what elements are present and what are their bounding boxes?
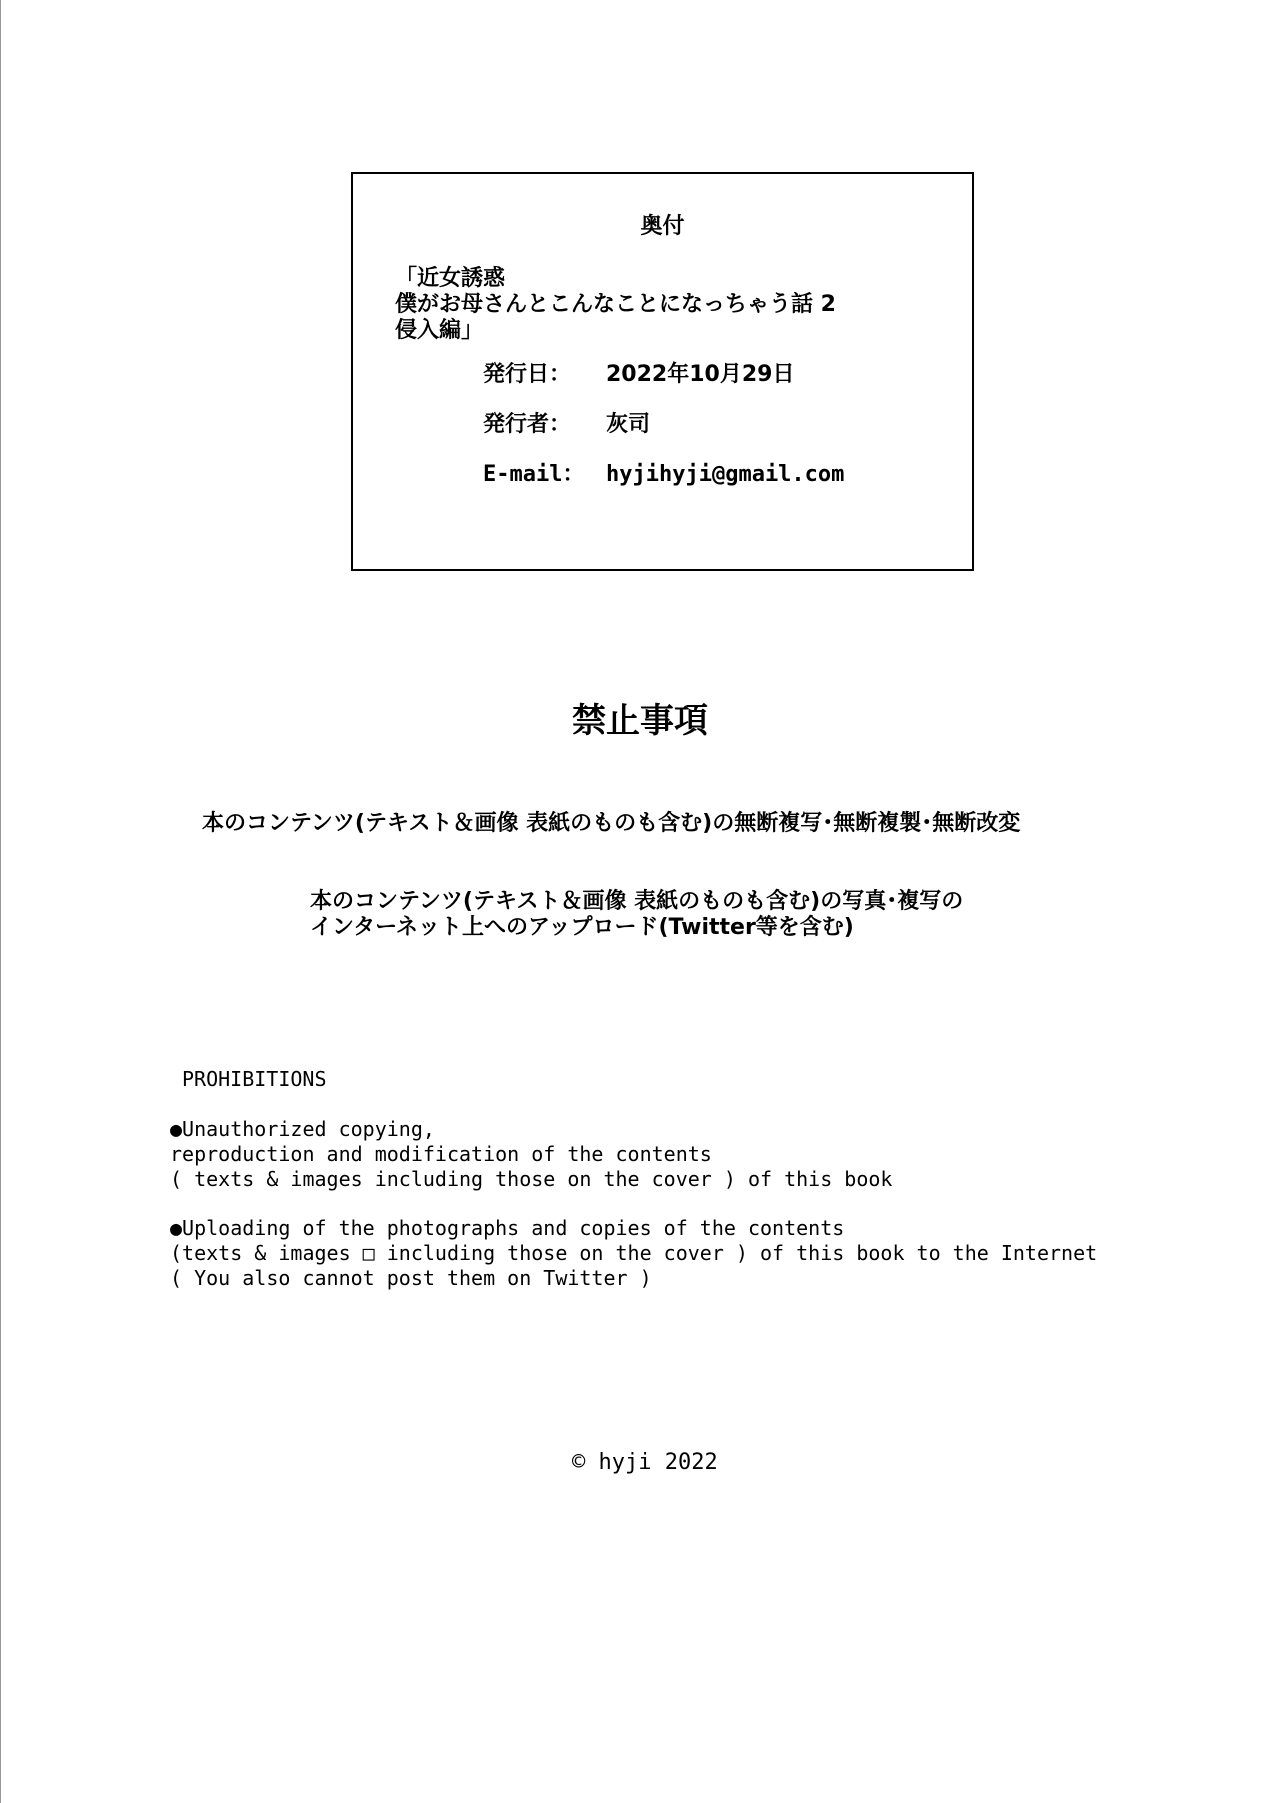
book-title	[395, 266, 836, 344]
prohibition-jp-item-2-line-2: インターネット上へのアップロード(Twitter等を含む)	[310, 915, 854, 940]
publish-date-value: 2022年10月29日	[606, 362, 795, 387]
prohibitions-jp-heading: 禁止事項	[572, 701, 708, 741]
publish-date-label: 発行日：	[483, 362, 572, 387]
prohibition-en-item-2-line-1: ●Uploading of the photographs and copies of the contents	[170, 1216, 845, 1240]
page-edge	[0, 0, 1, 1803]
colophon-heading: 奥付	[640, 214, 685, 239]
email-row	[483, 457, 844, 488]
publisher-row	[483, 407, 650, 438]
prohibition-en-item-1-line-1: ●Unauthorized copying,	[170, 1117, 435, 1141]
book-title-line-1: 「近女誘惑	[395, 266, 506, 291]
email-label: E-mail：	[483, 462, 585, 487]
prohibition-en-item-2-line-3: ( You also cannot post them on Twitter )	[170, 1266, 652, 1290]
prohibitions-en-heading: PROHIBITIONS	[182, 1067, 327, 1091]
prohibition-en-item-1-line-2: reproduction and modification of the contents	[170, 1142, 712, 1166]
publisher-label: 発行者：	[483, 412, 572, 437]
publisher-value: 灰司	[606, 412, 651, 437]
prohibition-jp-item-2-line-1: 本のコンテンツ(テキスト＆画像 表紙のものも含む)の写真･複写の	[310, 889, 964, 914]
email-value: hyjihyji@gmail.com	[606, 462, 845, 487]
prohibition-en-item-2-line-2: (texts & images □ including those on the cover ) of this book to the Internet	[170, 1241, 1098, 1265]
book-title-line-2: 僕がお母さんとこんなことになっちゃう話 2	[395, 292, 836, 317]
prohibition-jp-item-1: 本のコンテンツ(テキスト＆画像 表紙のものも含む)の無断複写･無断複製･無断改変	[202, 811, 1021, 836]
book-title-line-3: 侵入編」	[395, 318, 484, 343]
prohibition-en-item-1-line-3: ( texts & images including those on the cover ) of this book	[170, 1167, 893, 1191]
copyright: © hyji 2022	[572, 1450, 718, 1475]
colophon-box	[351, 172, 974, 571]
publish-date-row	[483, 357, 794, 388]
